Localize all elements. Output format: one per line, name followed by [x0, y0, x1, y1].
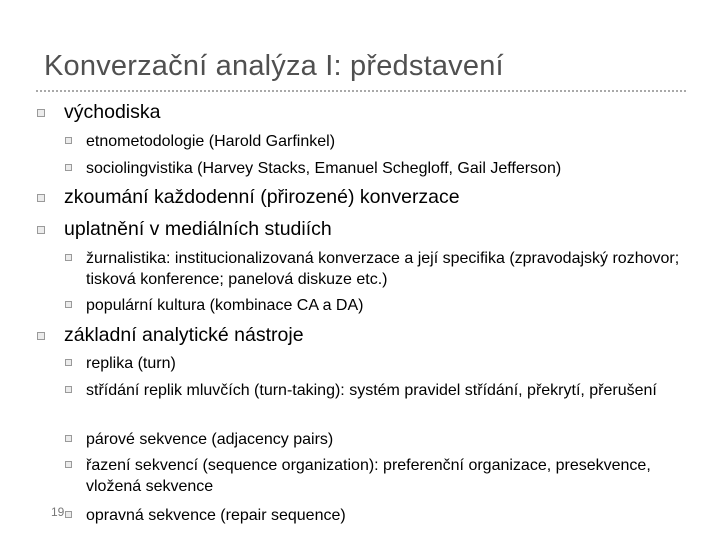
page-number: 19: [51, 505, 65, 519]
sub-bullet-text: střídání replik mluvčích (turn-taking): systém pravidel střídání, překrytí, přerušení: [86, 382, 657, 399]
bullet-vychodiska: [64, 101, 160, 124]
sub-bullet-text: sociolingvistika (Harvey Stacks, Emanuel Schegloff, Gail Jefferson): [86, 160, 562, 177]
sub-bullet-popularni-kultura: [86, 295, 686, 316]
bullet-marker-icon: [37, 194, 45, 202]
sub-bullet-replika: [86, 353, 686, 374]
sub-bullet-etnometodologie: [86, 131, 686, 152]
sub-bullet-zurnalistika: [86, 248, 686, 290]
bullet-marker-icon: [65, 137, 72, 144]
bullet-text: uplatnění v mediálních studiích: [64, 218, 332, 240]
bullet-marker-icon: [65, 164, 72, 171]
sub-bullet-text: opravná sekvence (repair sequence): [86, 507, 346, 524]
bullet-marker-icon: [37, 332, 45, 340]
bullet-marker-icon: [65, 435, 72, 442]
sub-bullet-text: populární kultura (kombinace CA a DA): [86, 297, 364, 314]
bullet-text: základní analytické nástroje: [64, 324, 304, 346]
sub-bullet-sociolingvistika: [86, 158, 686, 179]
bullet-marker-icon: [65, 461, 72, 468]
sub-bullet-opravna-sekvence: [86, 505, 686, 526]
title-divider: [36, 90, 686, 92]
bullet-marker-icon: [65, 254, 72, 261]
bullet-uplatneni: [64, 218, 332, 241]
sub-bullet-parove-sekvence: [86, 429, 686, 450]
sub-bullet-text: řazení sekvencí (sequence organization): preferenční organizace, presekvence, vložená sekvence: [86, 457, 651, 495]
bullet-marker-icon: [37, 109, 45, 117]
sub-bullet-text: etnometodologie (Harold Garfinkel): [86, 133, 336, 150]
sub-bullet-razeni-sekvenci: [86, 455, 671, 497]
bullet-text: východiska: [64, 101, 161, 123]
bullet-marker-icon: [37, 226, 45, 234]
sub-bullet-text: žurnalistika: institucionalizovaná konverzace a její specifika (zpravodajský rozhovor; tisková konference; panelová diskuze etc.): [86, 250, 680, 288]
bullet-marker-icon: [65, 301, 72, 308]
slide-title: Konverzační analýza I: představení: [44, 50, 504, 82]
bullet-marker-icon: [65, 386, 72, 393]
bullet-marker-icon: [65, 511, 72, 518]
bullet-marker-icon: [65, 359, 72, 366]
sub-bullet-text: párové sekvence (adjacency pairs): [86, 431, 334, 448]
sub-bullet-text: replika (turn): [86, 355, 176, 372]
bullet-zkoumani: [64, 186, 460, 209]
sub-bullet-stridani-replik: [86, 380, 671, 401]
bullet-zakladni-nastroje: [64, 324, 304, 347]
bullet-text: zkoumání každodenní (přirozené) konverzace: [64, 186, 460, 208]
